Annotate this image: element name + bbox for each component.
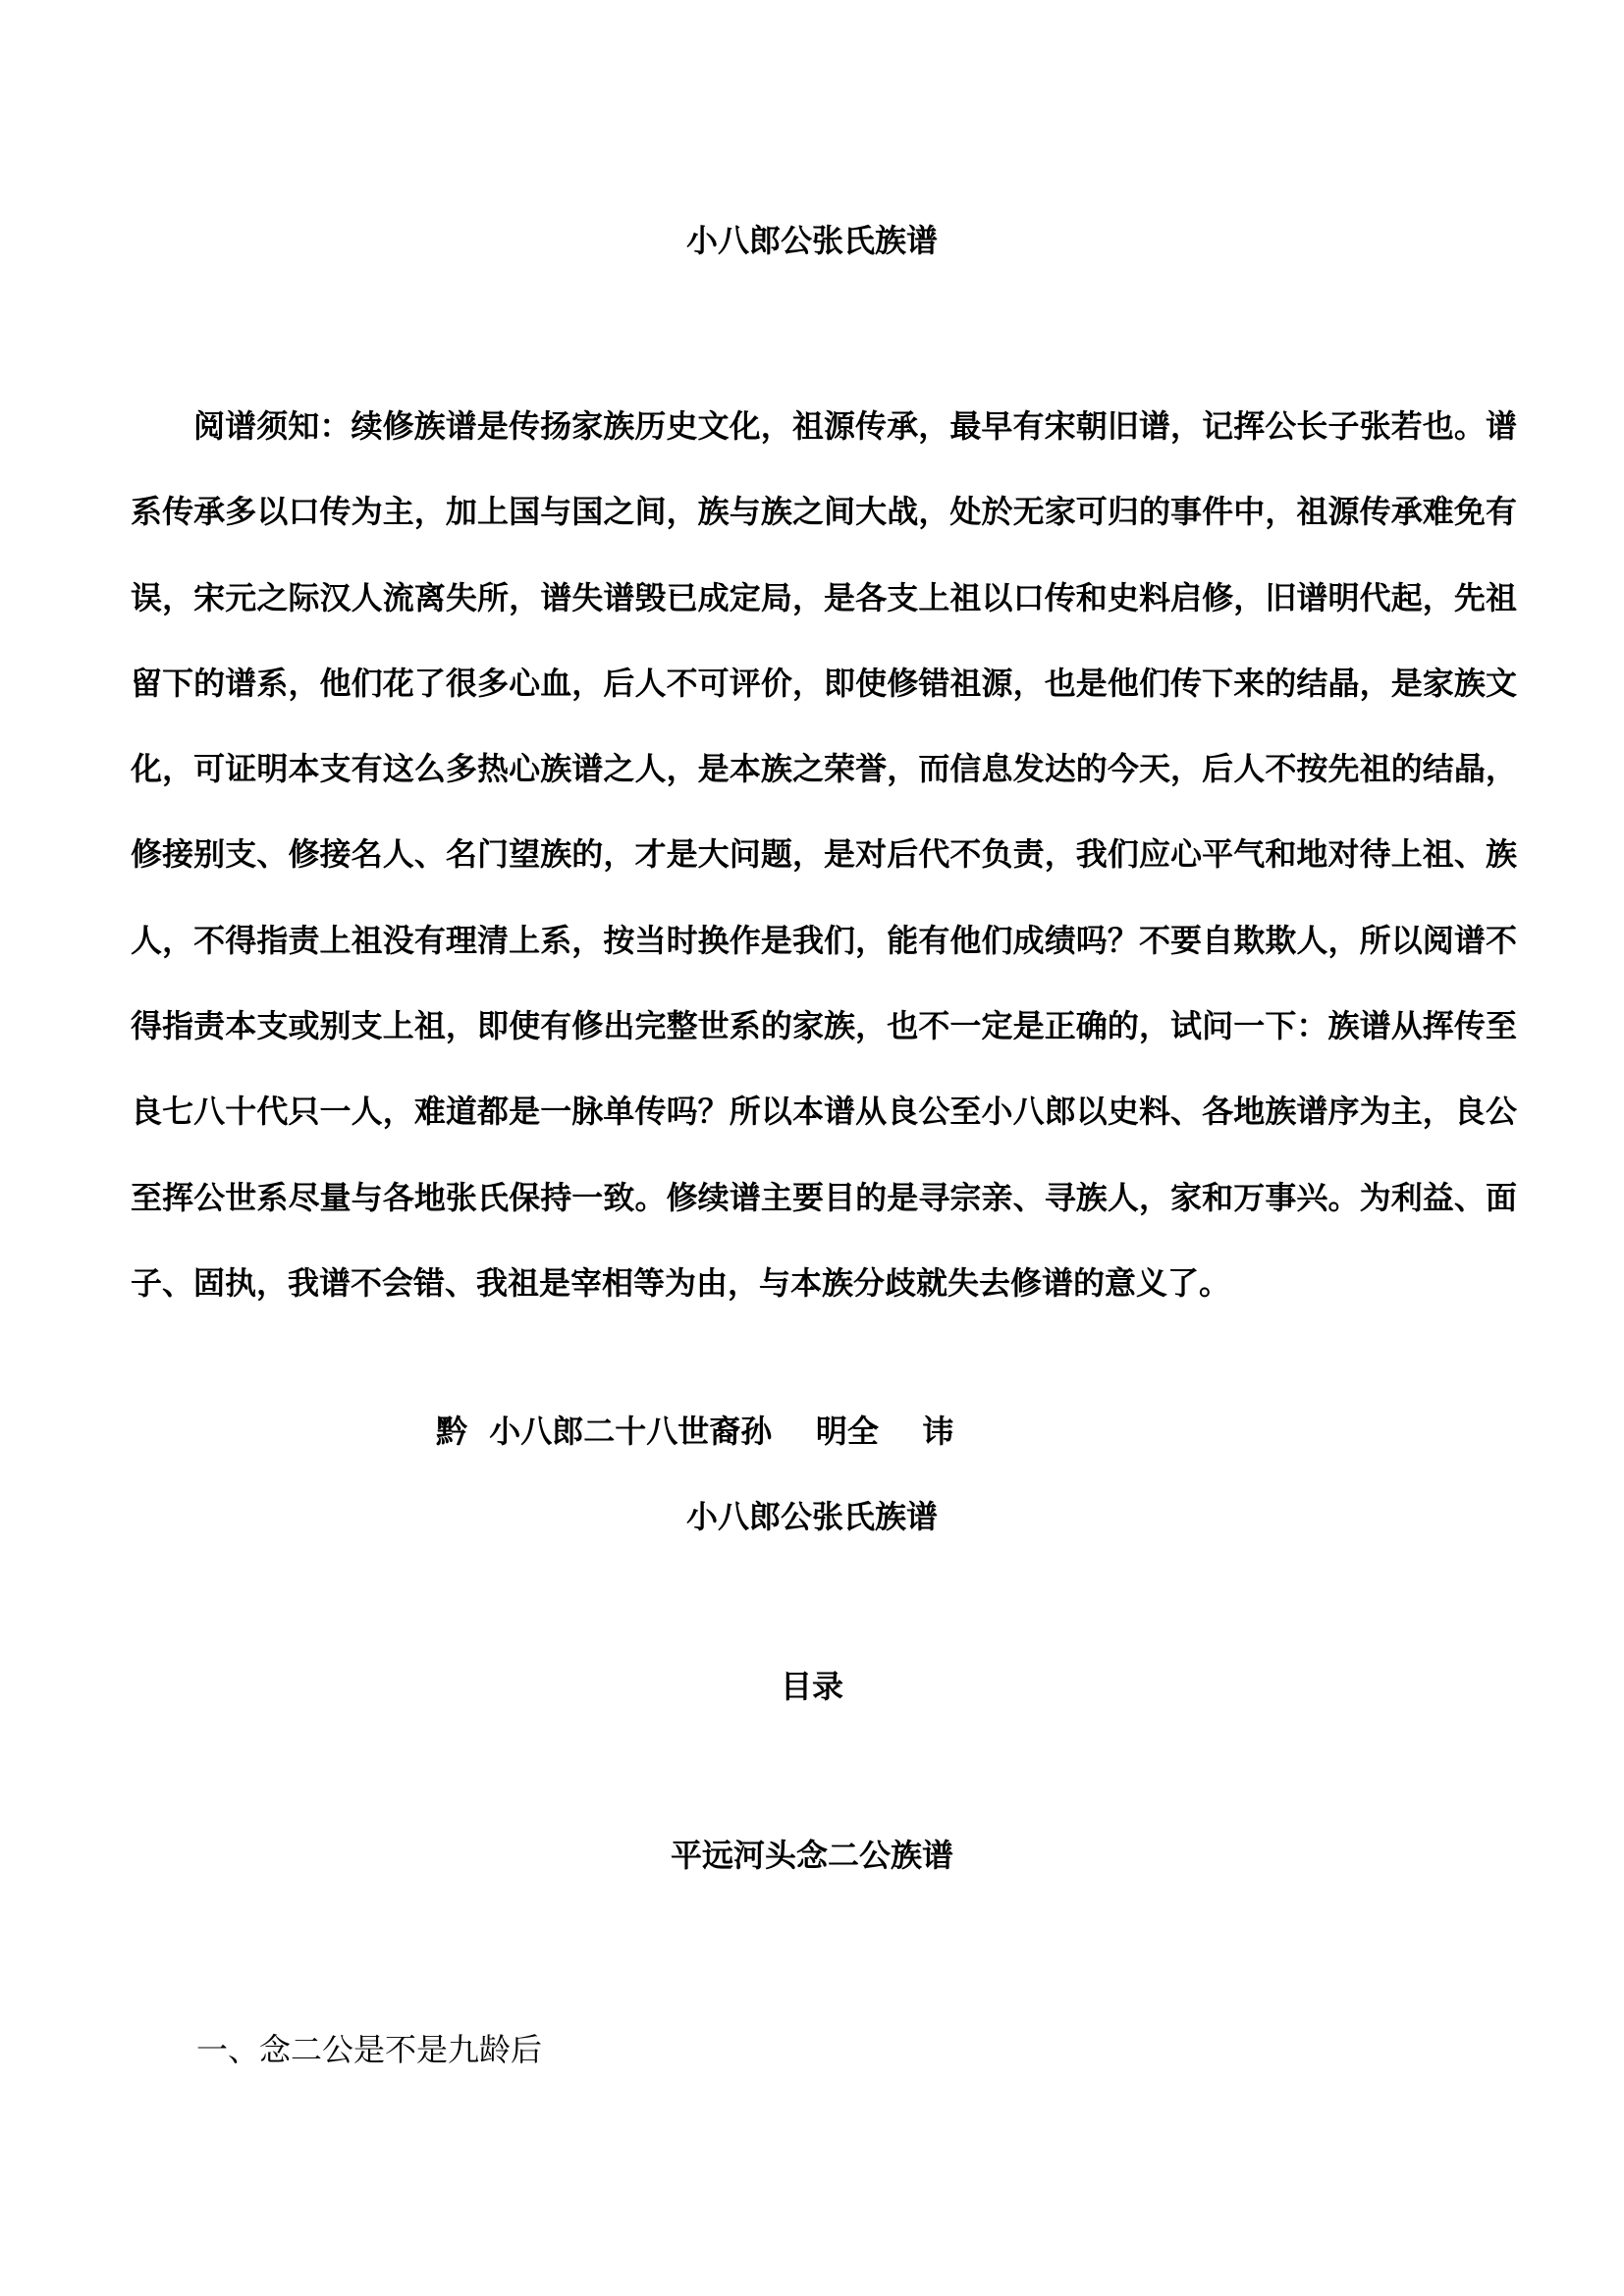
reading-notice-paragraph: 阅谱须知：续修族谱是传扬家族历史文化，祖源传承，最早有宋朝旧谱，记挥公长子张若也。谱系传承多以口传为主，加上国与国之间，族与族之间大战，处於无家可归的事件中，祖源传承难免有误，宋元之际汉人流离失所，谱失谱毁已成定局，是各支上祖以口传和史料启修，旧谱明代起，先祖留下的谱系，他们花了很多心血，后人不可评价，即使修错祖源，也是他们传下来的结晶，是家族文化，可证明本支有这么多热心族谱之人，是本族之荣誉，而信息发达的今天，后人不按先祖的结晶，修接别支、修接名人、名门望族的，才是大问题，是对后代不负责，我们应心平气和地对待上祖、族人，不得指责上祖没有理清上系，按当时换作是我们，能有他们成绩吗？不要自欺欺人，所以阅谱不得指责本支或别支上祖，即使有修出完整世系的家族，也不一定是正确的，试问一下：族谱从挥传至良七八十代只一人，难道都是一脉单传吗？所以本谱从良公至小八郎以史料、各地族谱序为主，良公至挥公世系尽量与各地张氏保持一致。修续谱主要目的是寻宗亲、寻族人，家和万事兴。为利益、面子、固执，我谱不会错、我祖是宰相等为由，与本族分歧就失去修谱的意义了。	[131, 407, 1517, 1302]
document-title-repeat: 小八郎公张氏族谱	[685, 1498, 938, 1535]
document-title: 小八郎公张氏族谱	[685, 222, 938, 259]
author-signature: 黔 小八郎二十八世裔孙 明全 讳	[436, 1413, 954, 1450]
toc-item: 一、念二公是不是九龄后	[196, 2031, 543, 2068]
section-title: 平远河头念二公族谱	[670, 1837, 953, 1874]
toc-heading: 目录	[780, 1668, 843, 1705]
